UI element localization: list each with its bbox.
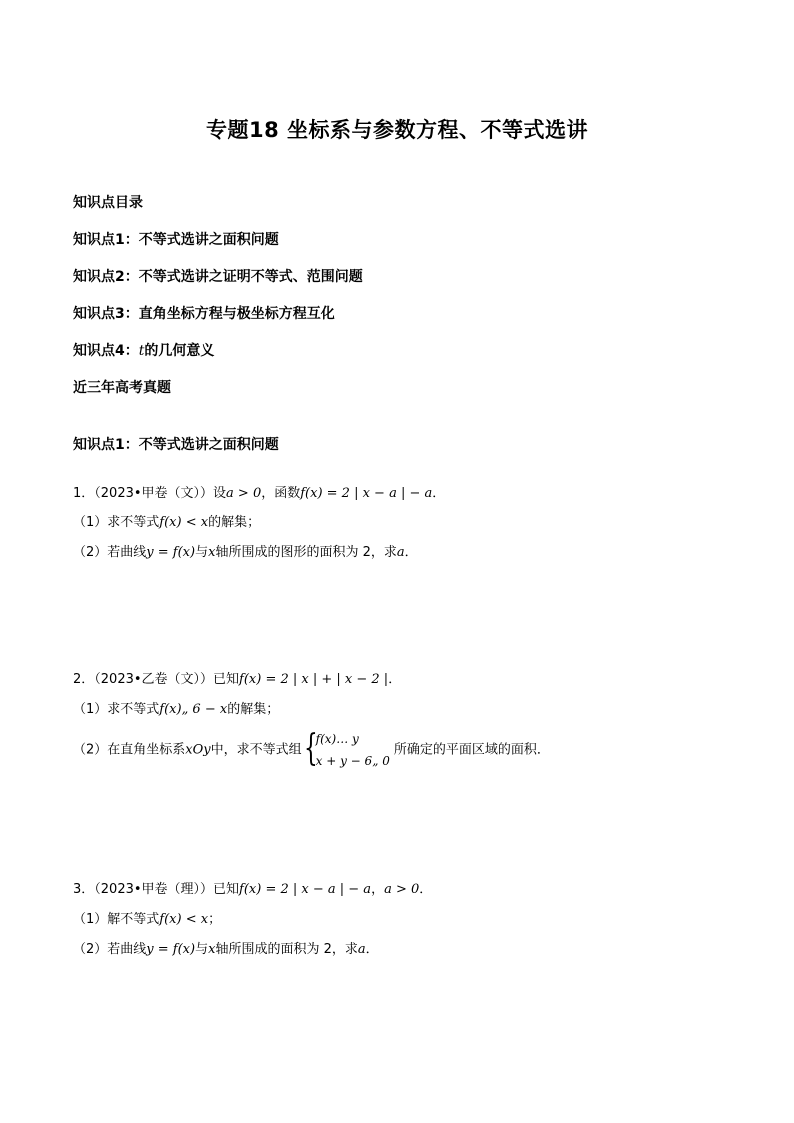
q2-inequality-system: [304, 728, 390, 772]
toc-heading: 知识点目录: [73, 195, 143, 211]
q3-stem-func: f(x) = 2 | x − a | − a: [239, 882, 372, 897]
q3-part2: [73, 938, 379, 957]
toc-item-3: 知识点3：直角坐标方程与极坐标方程互化: [73, 306, 335, 322]
q2-sys-line1: f(x)… y: [315, 732, 359, 746]
toc-item-4: [73, 340, 214, 360]
q3-p2-prefix: （2）若曲线: [73, 942, 147, 957]
q3-p1-prefix: （1）解不等式: [73, 912, 160, 927]
q3-p2-math: y = f(x): [146, 942, 196, 957]
q2-p2-suffix: 所确定的平面区域的面积．: [393, 742, 550, 758]
q3-p1-suffix: ；: [208, 912, 222, 927]
toc-item-4-prefix: 知识点4：: [73, 343, 139, 359]
q3-stem-cond: a > 0: [384, 882, 420, 897]
q2-stem-prefix: 2．（2023•乙卷（文））已知: [73, 672, 240, 687]
toc-item-5: 近三年高考真题: [73, 380, 171, 396]
q2-sys-line2: x + y − 6„ 0: [315, 754, 390, 768]
q2-p2-prefix: （2）在直角坐标系: [73, 742, 186, 758]
q3-stem-prefix: 3．（2023•甲卷（理））已知: [73, 882, 240, 897]
q1-p2-math: y = f(x): [146, 545, 196, 560]
q1-stem-cond: a > 0: [226, 486, 262, 501]
q1-p2-prefix: （2）若曲线: [73, 545, 147, 560]
q2-part1: [73, 698, 279, 717]
q2-stem-end: ．: [388, 672, 402, 687]
q1-p2-end: ．: [404, 545, 418, 560]
q2-stem-func: f(x) = 2 | x | + | x − 2 |: [239, 672, 389, 687]
q1-p2-mid: 与: [195, 545, 209, 560]
q1-p1-prefix: （1）求不等式: [73, 515, 160, 530]
q2-p2-xoy: xOy: [185, 742, 211, 758]
q3-part1: [73, 908, 221, 927]
q1-stem-end: ．: [432, 486, 446, 501]
q3-p2-mid: 与: [195, 942, 209, 957]
q1-p1-math: f(x) < x: [159, 515, 209, 530]
toc-item-4-suffix: 的几何意义: [144, 343, 215, 359]
q3-p2-x: x: [208, 942, 216, 957]
q3-stem-end: ．: [419, 882, 433, 897]
left-brace-icon: {: [303, 728, 318, 769]
q1-stem-mid: ，函数: [261, 486, 301, 501]
q1-p2-x: x: [208, 545, 216, 560]
toc-item-2: 知识点2：不等式选讲之证明不等式、范围问题: [73, 269, 363, 285]
q3-p2-suffix: 轴所围成的面积为 2，求: [215, 942, 358, 957]
toc-item-1: 知识点1：不等式选讲之面积问题: [73, 232, 279, 248]
toc-item-4-var: t: [138, 343, 145, 359]
q2-p1-suffix: 的解集；: [227, 702, 280, 717]
q1-stem-func: f(x) = 2 | x − a | − a: [300, 486, 433, 501]
q3-stem: [73, 878, 432, 897]
q3-p2-end: ．: [365, 942, 379, 957]
q3-p1-math: f(x) < x: [159, 912, 209, 927]
q1-p1-suffix: 的解集；: [208, 515, 261, 530]
q3-stem-sep: ，: [371, 882, 385, 897]
q2-stem: [73, 668, 401, 687]
q1-p2-a: a: [396, 545, 405, 560]
q1-part2: [73, 541, 418, 560]
q1-stem: [73, 482, 445, 501]
q2-part2: [73, 728, 550, 772]
page-title: 专题18 坐标系与参数方程、不等式选讲: [205, 118, 589, 142]
q2-p2-mid: 中，求不等式组: [210, 742, 302, 758]
q2-p1-prefix: （1）求不等式: [73, 702, 160, 717]
q3-p2-a: a: [357, 942, 366, 957]
q1-p2-suffix: 轴所围成的图形的面积为 2，求: [215, 545, 397, 560]
section-heading: 知识点1：不等式选讲之面积问题: [73, 437, 279, 453]
q1-stem-prefix: 1．（2023•甲卷（文））设: [73, 486, 227, 501]
q2-p1-math: f(x)„ 6 − x: [159, 702, 228, 717]
q1-part1: [73, 511, 260, 530]
